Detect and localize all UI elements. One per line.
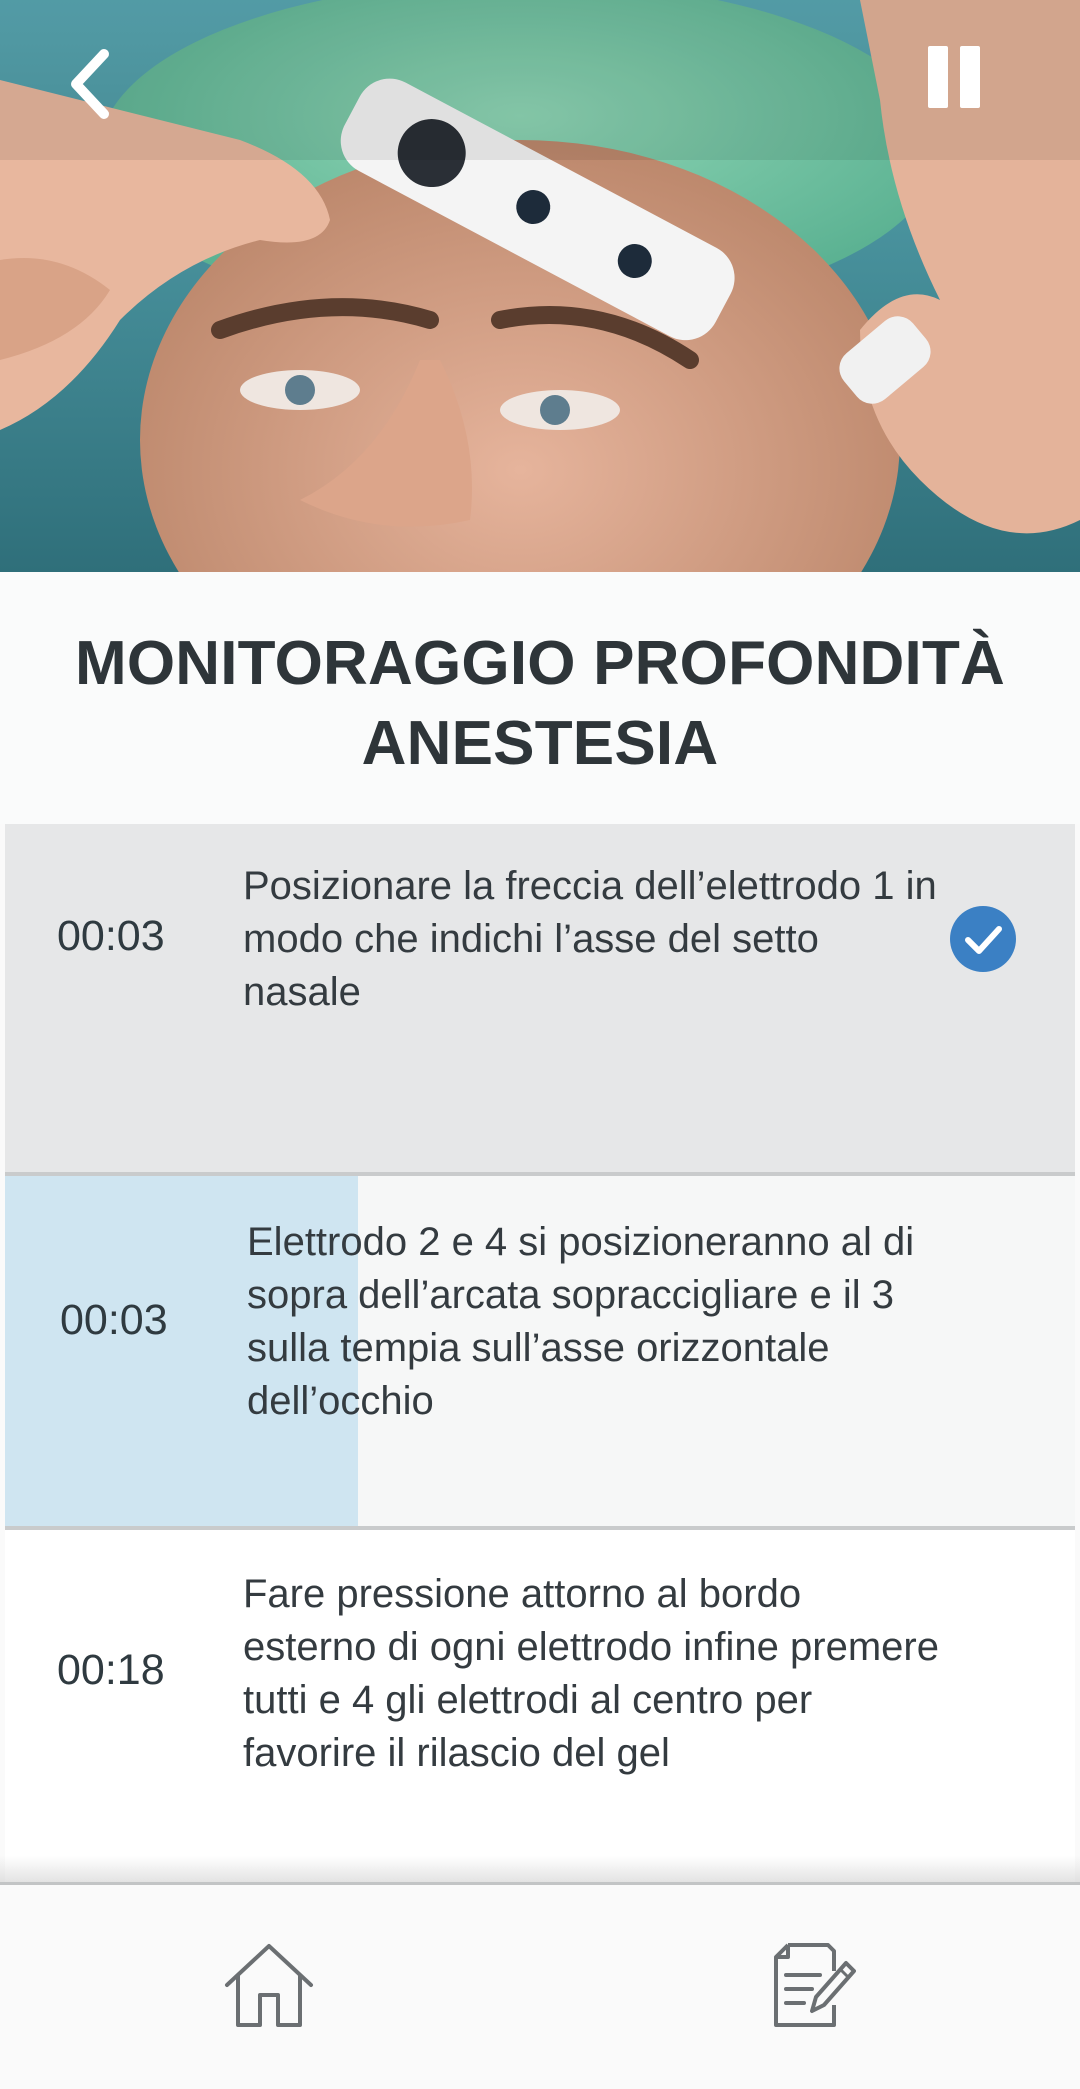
home-icon [222,1941,316,2031]
step-description: Fare pressione attorno al bordo esterno di ogni elettrodo infine premere tutti e 4 gli elettrodi al centro per favorire il rilascio del gel [243,1572,939,1775]
back-button[interactable] [60,44,130,124]
video-image [0,0,1080,572]
step-description: Posizionare la freccia dell’elettrodo 1 in modo che indichi l’asse del setto nasale [243,864,937,1014]
step-row-1[interactable] [5,824,1075,1172]
list-shadow [0,1856,1080,1884]
home-button[interactable] [222,1941,316,2031]
step-time: 00:03 [60,1296,168,1344]
step-description: Elettrodo 2 e 4 si posizioneranno al di sopra dell’arcata sopraccigliare e il 3 sulla tempia sull’asse orizzontale dell’occhio [247,1220,915,1423]
title-section [0,572,1080,824]
chevron-left-icon [60,44,130,124]
notes-button[interactable] [768,1941,856,2031]
pause-button[interactable] [924,46,984,110]
check-circle-icon [950,906,1016,972]
bottom-nav [0,1885,1080,2089]
page-title: MONITORAGGIO PROFONDITÀ ANESTESIA [75,629,1005,778]
step-row-2[interactable] [5,1176,1075,1526]
step-time: 00:18 [57,1646,165,1694]
step-time: 00:03 [57,912,165,960]
pause-icon [928,46,948,108]
pause-icon-bar [960,46,980,108]
video-frame[interactable] [0,0,1080,572]
step-row-3[interactable] [5,1530,1075,1884]
edit-note-icon [768,1941,856,2031]
